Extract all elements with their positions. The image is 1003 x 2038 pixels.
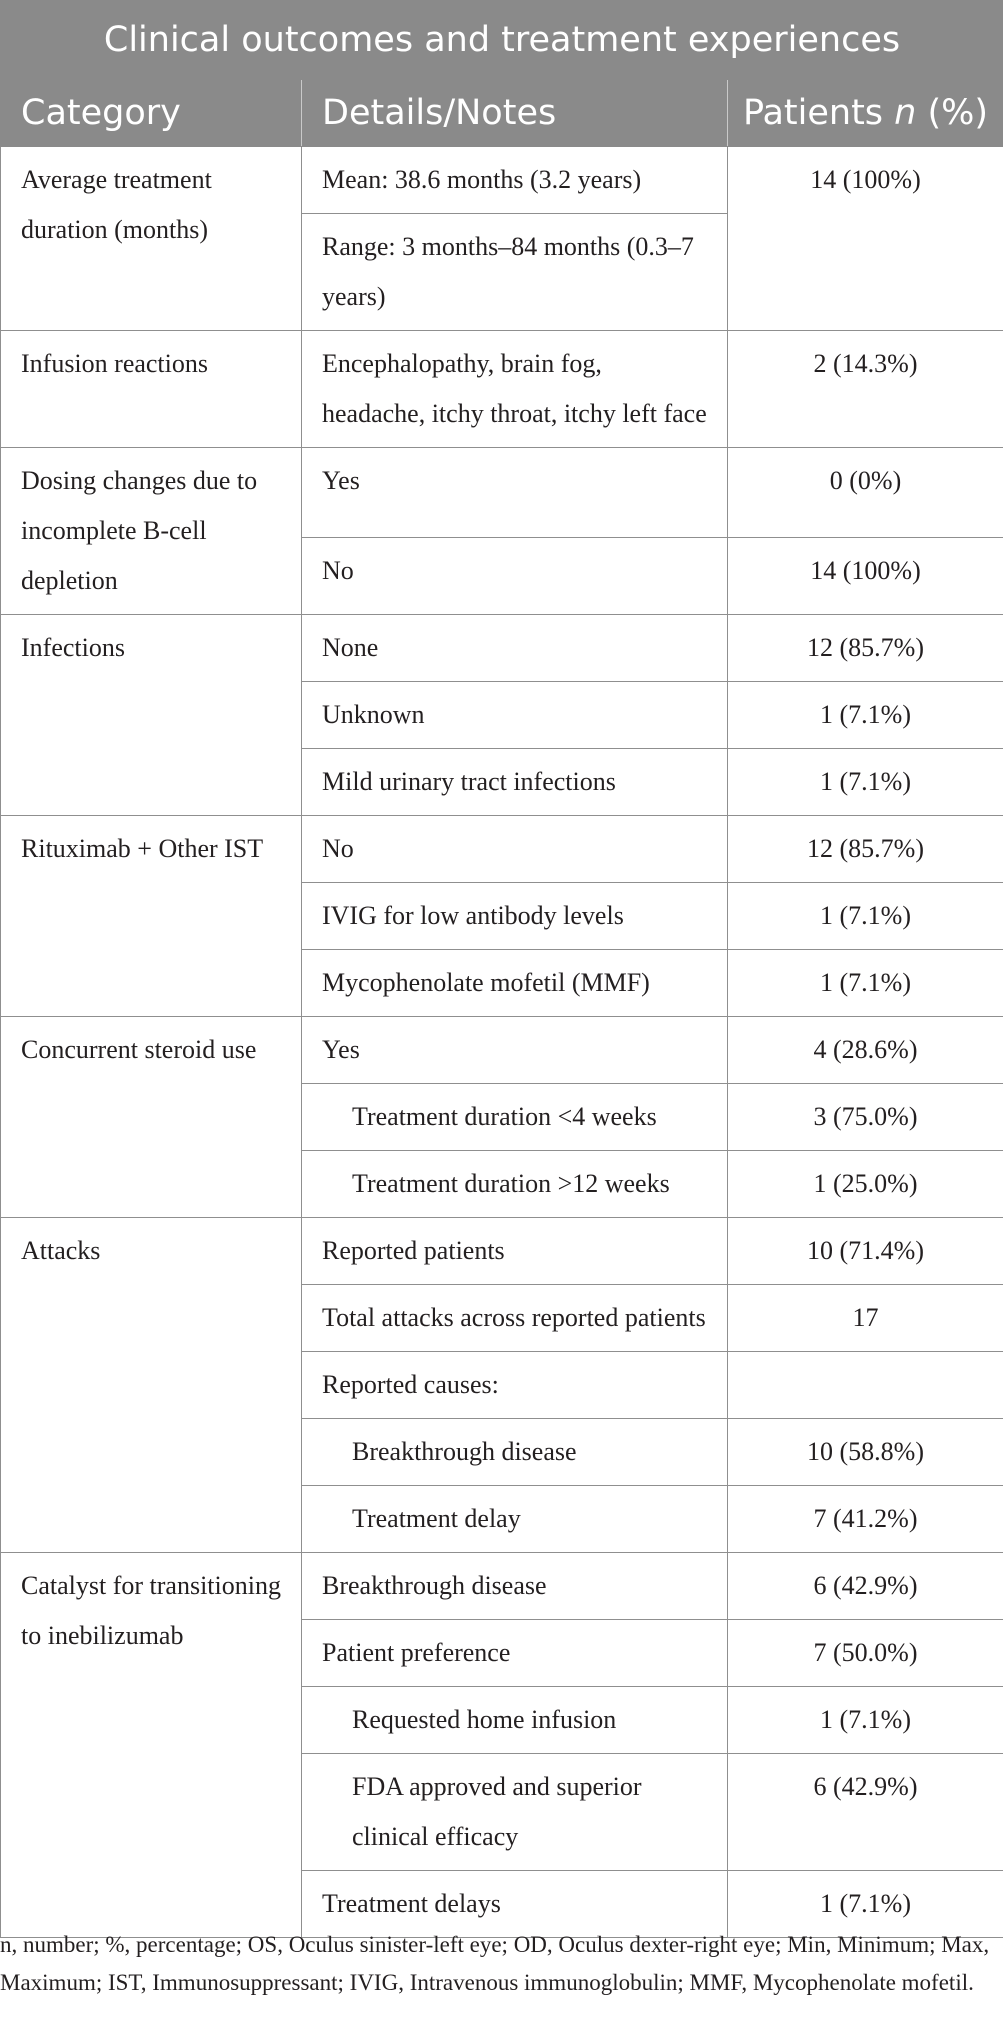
detail-cell: Reported patients xyxy=(302,1218,728,1285)
category-cell: Catalyst for transitioning to inebilizumab xyxy=(1,1553,302,1938)
detail-cell: Reported causes: xyxy=(302,1352,728,1419)
table-row xyxy=(1,331,1003,448)
category-cell: Rituximab + Other IST xyxy=(1,816,302,1017)
value-cell: 1 (7.1%) xyxy=(728,682,1003,749)
table-row xyxy=(1,816,1003,883)
value-cell: 1 (7.1%) xyxy=(728,1871,1003,1938)
detail-cell: Breakthrough disease xyxy=(302,1553,728,1620)
column-header-category: Category xyxy=(1,80,302,147)
detail-cell: Mycophenolate mofetil (MMF) xyxy=(302,950,728,1017)
patients-header-suffix: (%) xyxy=(916,93,989,133)
detail-cell: Yes xyxy=(302,1017,728,1084)
value-cell: 1 (7.1%) xyxy=(728,950,1003,1017)
detail-cell: Mean: 38.6 months (3.2 years) xyxy=(302,147,728,214)
table-row xyxy=(1,147,1003,214)
detail-cell: No xyxy=(302,816,728,883)
value-cell: 6 (42.9%) xyxy=(728,1754,1003,1871)
value-cell: 1 (7.1%) xyxy=(728,749,1003,816)
patients-header-prefix: Patients xyxy=(742,93,895,133)
value-cell: 10 (71.4%) xyxy=(728,1218,1003,1285)
table-row xyxy=(1,1017,1003,1084)
value-cell: 0 (0%) xyxy=(728,448,1003,538)
detail-cell: FDA approved and superior clinical efficacy xyxy=(302,1754,728,1871)
table-row xyxy=(1,1218,1003,1285)
table-title: Clinical outcomes and treatment experiences xyxy=(1,1,1003,80)
category-cell: Concurrent steroid use xyxy=(1,1017,302,1218)
patients-header-n: n xyxy=(894,93,917,133)
value-cell: 1 (25.0%) xyxy=(728,1151,1003,1218)
value-cell: 7 (41.2%) xyxy=(728,1486,1003,1553)
detail-cell: Unknown xyxy=(302,682,728,749)
table-header-row xyxy=(1,80,1003,147)
value-cell: 1 (7.1%) xyxy=(728,883,1003,950)
detail-cell: IVIG for low antibody levels xyxy=(302,883,728,950)
detail-cell: Mild urinary tract infections xyxy=(302,749,728,816)
table-caption-row xyxy=(1,1,1003,80)
value-cell: 14 (100%) xyxy=(728,147,1003,331)
value-cell: 17 xyxy=(728,1285,1003,1352)
detail-cell: Treatment delays xyxy=(302,1871,728,1938)
category-cell: Infections xyxy=(1,615,302,816)
detail-cell: None xyxy=(302,615,728,682)
table-row xyxy=(1,615,1003,682)
value-cell: 1 (7.1%) xyxy=(728,1687,1003,1754)
column-header-details: Details/Notes xyxy=(302,80,728,147)
category-cell: Infusion reactions xyxy=(1,331,302,448)
table-row xyxy=(1,1553,1003,1620)
detail-cell: Total attacks across reported patients xyxy=(302,1285,728,1352)
value-cell: 7 (50.0%) xyxy=(728,1620,1003,1687)
category-cell: Dosing changes due to incomplete B-cell depletion xyxy=(1,448,302,615)
detail-cell: Breakthrough disease xyxy=(302,1419,728,1486)
value-cell: 12 (85.7%) xyxy=(728,816,1003,883)
value-cell: 12 (85.7%) xyxy=(728,615,1003,682)
table-footnote: n, number; %, percentage; OS, Oculus sinister-left eye; OD, Oculus dexter-right eye; Min, Minimum; Max, Maximum; IST, Immunosuppressant; IVIG, Intravenous immunoglobulin; MMF, Mycophenolate mofetil. xyxy=(0,1932,990,1995)
value-cell: 14 (100%) xyxy=(728,538,1003,615)
value-cell: 10 (58.8%) xyxy=(728,1419,1003,1486)
value-cell xyxy=(728,1352,1003,1419)
value-cell: 2 (14.3%) xyxy=(728,331,1003,448)
detail-cell: Requested home infusion xyxy=(302,1687,728,1754)
column-header-patients xyxy=(728,80,1003,147)
category-cell: Average treatment duration (months) xyxy=(1,147,302,331)
detail-cell: Treatment duration >12 weeks xyxy=(302,1151,728,1218)
value-cell: 3 (75.0%) xyxy=(728,1084,1003,1151)
detail-cell: Treatment duration <4 weeks xyxy=(302,1084,728,1151)
detail-cell: Range: 3 months–84 months (0.3–7 years) xyxy=(302,214,728,331)
detail-cell: Patient preference xyxy=(302,1620,728,1687)
detail-cell: Encephalopathy, brain fog, headache, itchy throat, itchy left face xyxy=(302,331,728,448)
detail-cell: Treatment delay xyxy=(302,1486,728,1553)
detail-cell: No xyxy=(302,538,728,615)
table-row xyxy=(1,448,1003,538)
value-cell: 6 (42.9%) xyxy=(728,1553,1003,1620)
value-cell: 4 (28.6%) xyxy=(728,1017,1003,1084)
category-cell: Attacks xyxy=(1,1218,302,1553)
detail-cell: Yes xyxy=(302,448,728,538)
